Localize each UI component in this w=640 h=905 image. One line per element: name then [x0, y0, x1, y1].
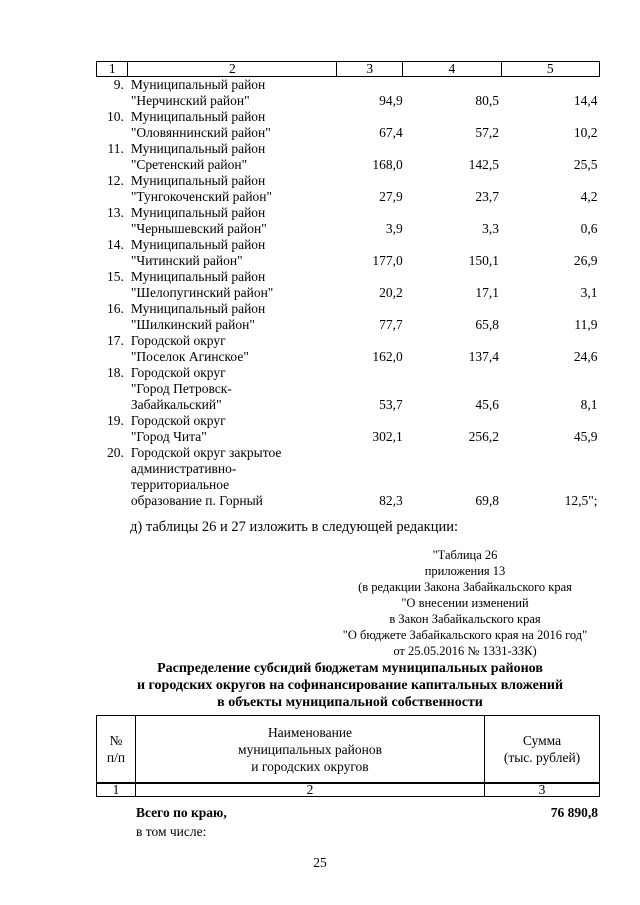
row-name-line: Муниципальный район	[130, 173, 266, 188]
row-name	[128, 365, 337, 413]
including-label: в том числе:	[136, 824, 207, 839]
row-value-col5: 26,9	[573, 253, 598, 268]
row-number: 12.	[107, 173, 124, 188]
row-value-col4: 3,3	[482, 221, 500, 236]
row-value-col3: 94,9	[379, 93, 403, 108]
row-value-col3: 302,1	[372, 429, 403, 444]
appendix-line: (в редакции Закона Забайкальского края	[358, 580, 572, 594]
row-name-line: "Чернышевский район"	[130, 221, 267, 236]
table-row	[97, 365, 600, 413]
row-name	[128, 141, 337, 173]
row-name	[128, 413, 337, 445]
row-name	[128, 333, 337, 365]
row-value-col3: 67,4	[379, 125, 403, 140]
total-value: 76 890,8	[550, 805, 598, 820]
column-header-5: 5	[501, 62, 599, 77]
appendix-line: "О внесении изменений	[401, 596, 529, 610]
column-header-amount	[485, 716, 600, 784]
row-name-line: Городской округ закрытое	[130, 445, 282, 460]
header-line: Наименование	[267, 724, 353, 740]
row-name-line: территориальное	[130, 477, 230, 492]
row-value-col4: 65,8	[475, 317, 500, 332]
table-title	[100, 660, 600, 711]
row-name-line: Муниципальный район	[130, 141, 266, 156]
row-number: 11.	[107, 141, 124, 156]
row-name-line: Муниципальный район	[130, 77, 266, 92]
column-header-3: 3	[337, 62, 403, 77]
row-name	[128, 237, 337, 269]
row-name-line: образование п. Горный	[130, 493, 263, 508]
header-line: №	[109, 733, 123, 748]
row-name-line: Муниципальный район	[130, 109, 266, 124]
table-row	[97, 333, 600, 365]
row-value-col4: 256,2	[468, 429, 500, 444]
row-value-col4: 69,8	[475, 493, 500, 508]
row-value-col3: 27,9	[379, 189, 403, 204]
row-name-line: "Читинский район"	[130, 253, 243, 268]
row-value-col5: 12,5";	[564, 493, 598, 508]
index-cell-1: 1	[97, 783, 136, 797]
row-value-col3: 168,0	[372, 157, 403, 172]
table-row	[97, 301, 600, 333]
table-header-row	[97, 62, 600, 77]
row-name-line: "Поселок Агинское"	[130, 349, 249, 364]
table-row	[97, 141, 600, 173]
title-line: Распределение субсидий бюджетам муниципальных районов	[157, 661, 543, 676]
row-value-col3: 77,7	[379, 317, 403, 332]
row-number: 13.	[107, 205, 124, 220]
row-number: 17.	[107, 333, 124, 348]
row-value-col5: 3,1	[580, 285, 598, 300]
row-name	[128, 445, 337, 509]
table-26	[96, 715, 600, 797]
row-value-col4: 17,1	[475, 285, 500, 300]
column-header-1: 1	[97, 62, 128, 77]
appendix-line: приложения 13	[424, 564, 506, 578]
row-name-line: "Шелопугинский район"	[130, 285, 274, 300]
row-value-col3: 20,2	[379, 285, 403, 300]
row-value-col4: 137,4	[468, 349, 500, 364]
header-line: муниципальных районов	[238, 741, 382, 757]
row-value-col3: 177,0	[372, 253, 403, 268]
page-number: 25	[313, 855, 327, 870]
row-value-col4: 23,7	[475, 189, 500, 204]
table-row	[97, 77, 600, 110]
column-header-2: 2	[128, 62, 337, 77]
column-header-number	[97, 716, 136, 784]
row-number: 18.	[107, 365, 124, 380]
row-name-line: Муниципальный район	[130, 269, 266, 284]
row-number: 20.	[107, 445, 124, 460]
row-value-col4: 45,6	[475, 397, 500, 412]
row-name	[128, 77, 337, 110]
row-name-line: "Шилкинский район"	[130, 317, 255, 332]
index-cell-2: 2	[136, 783, 485, 797]
row-value-col3: 53,7	[379, 397, 403, 412]
row-name	[128, 301, 337, 333]
header-line: Сумма	[522, 733, 562, 748]
row-value-col4: 142,5	[468, 157, 500, 172]
row-value-col4: 150,1	[468, 253, 500, 268]
amendment-instruction: д) таблицы 26 и 27 изложить в следующей редакции:	[130, 519, 459, 535]
total-label: Всего по краю,	[136, 805, 227, 820]
row-name-line: Муниципальный район	[130, 237, 266, 252]
table-row	[97, 205, 600, 237]
appendix-line: в Закон Забайкальского края	[389, 612, 541, 626]
row-name-line: "Город Чита"	[130, 429, 207, 444]
row-name-line: "Нерчинский район"	[130, 93, 250, 108]
index-cell-3: 3	[485, 783, 600, 797]
header-line: (тыс. рублей)	[503, 750, 581, 765]
table-row	[97, 269, 600, 301]
row-name	[128, 205, 337, 237]
appendix-line: от 25.05.2016 № 1331-ЗЗК)	[393, 644, 537, 658]
row-value-col3: 162,0	[372, 349, 403, 364]
row-name-line: Городской округ	[130, 365, 226, 380]
row-value-col5: 45,9	[573, 429, 598, 444]
table-row	[97, 109, 600, 141]
row-value-col3: 3,9	[385, 221, 403, 236]
table-row	[97, 173, 600, 205]
row-value-col4: 57,2	[475, 125, 500, 140]
row-name	[128, 173, 337, 205]
row-number: 16.	[107, 301, 124, 316]
table-26-index-row	[97, 783, 600, 797]
appendix-line: "Таблица 26	[432, 548, 498, 562]
row-name-line: Городской округ	[130, 333, 226, 348]
row-number: 19.	[107, 413, 124, 428]
header-line: и городских округов	[251, 758, 369, 774]
row-name-line: Муниципальный район	[130, 205, 266, 220]
row-value-col5: 0,6	[580, 221, 598, 236]
header-line: п/п	[106, 750, 126, 765]
row-name-line: "Тунгокоченский район"	[130, 189, 273, 204]
row-number: 9.	[113, 77, 124, 92]
row-name-line: Забайкальский"	[130, 397, 222, 412]
row-number: 10.	[107, 109, 124, 124]
appendix-line: "О бюджете Забайкальского края на 2016 год"	[342, 628, 588, 642]
title-line: в объекты муниципальной собственности	[217, 695, 483, 710]
column-header-name	[136, 716, 485, 784]
row-value-col5: 24,6	[573, 349, 598, 364]
subsidy-continuation-table	[96, 61, 600, 509]
row-name-line: Муниципальный район	[130, 301, 266, 316]
row-number: 14.	[107, 237, 124, 252]
row-name-line: Городской округ	[130, 413, 226, 428]
appendix-reference	[330, 547, 600, 659]
row-number: 15.	[107, 269, 124, 284]
table-26-header-row	[97, 716, 600, 784]
row-value-col4: 80,5	[475, 93, 500, 108]
row-value-col5: 25,5	[573, 157, 598, 172]
column-header-4: 4	[403, 62, 501, 77]
table-row	[97, 237, 600, 269]
row-name	[128, 109, 337, 141]
row-value-col5: 4,2	[580, 189, 598, 204]
row-value-col5: 8,1	[580, 397, 598, 412]
table-row	[97, 445, 600, 509]
row-name-line: административно-	[130, 461, 237, 476]
title-line: и городских округов на софинансирование капитальных вложений	[136, 678, 564, 693]
row-name-line: "Город Петровск-	[130, 381, 232, 396]
row-name	[128, 269, 337, 301]
row-value-col5: 11,9	[574, 317, 598, 332]
row-value-col3: 82,3	[379, 493, 403, 508]
table-body	[97, 77, 600, 510]
table-row	[97, 413, 600, 445]
row-value-col5: 14,4	[573, 93, 598, 108]
row-value-col5: 10,2	[573, 125, 598, 140]
row-name-line: "Оловяннинский район"	[130, 125, 271, 140]
row-name-line: "Сретенский район"	[130, 157, 248, 172]
